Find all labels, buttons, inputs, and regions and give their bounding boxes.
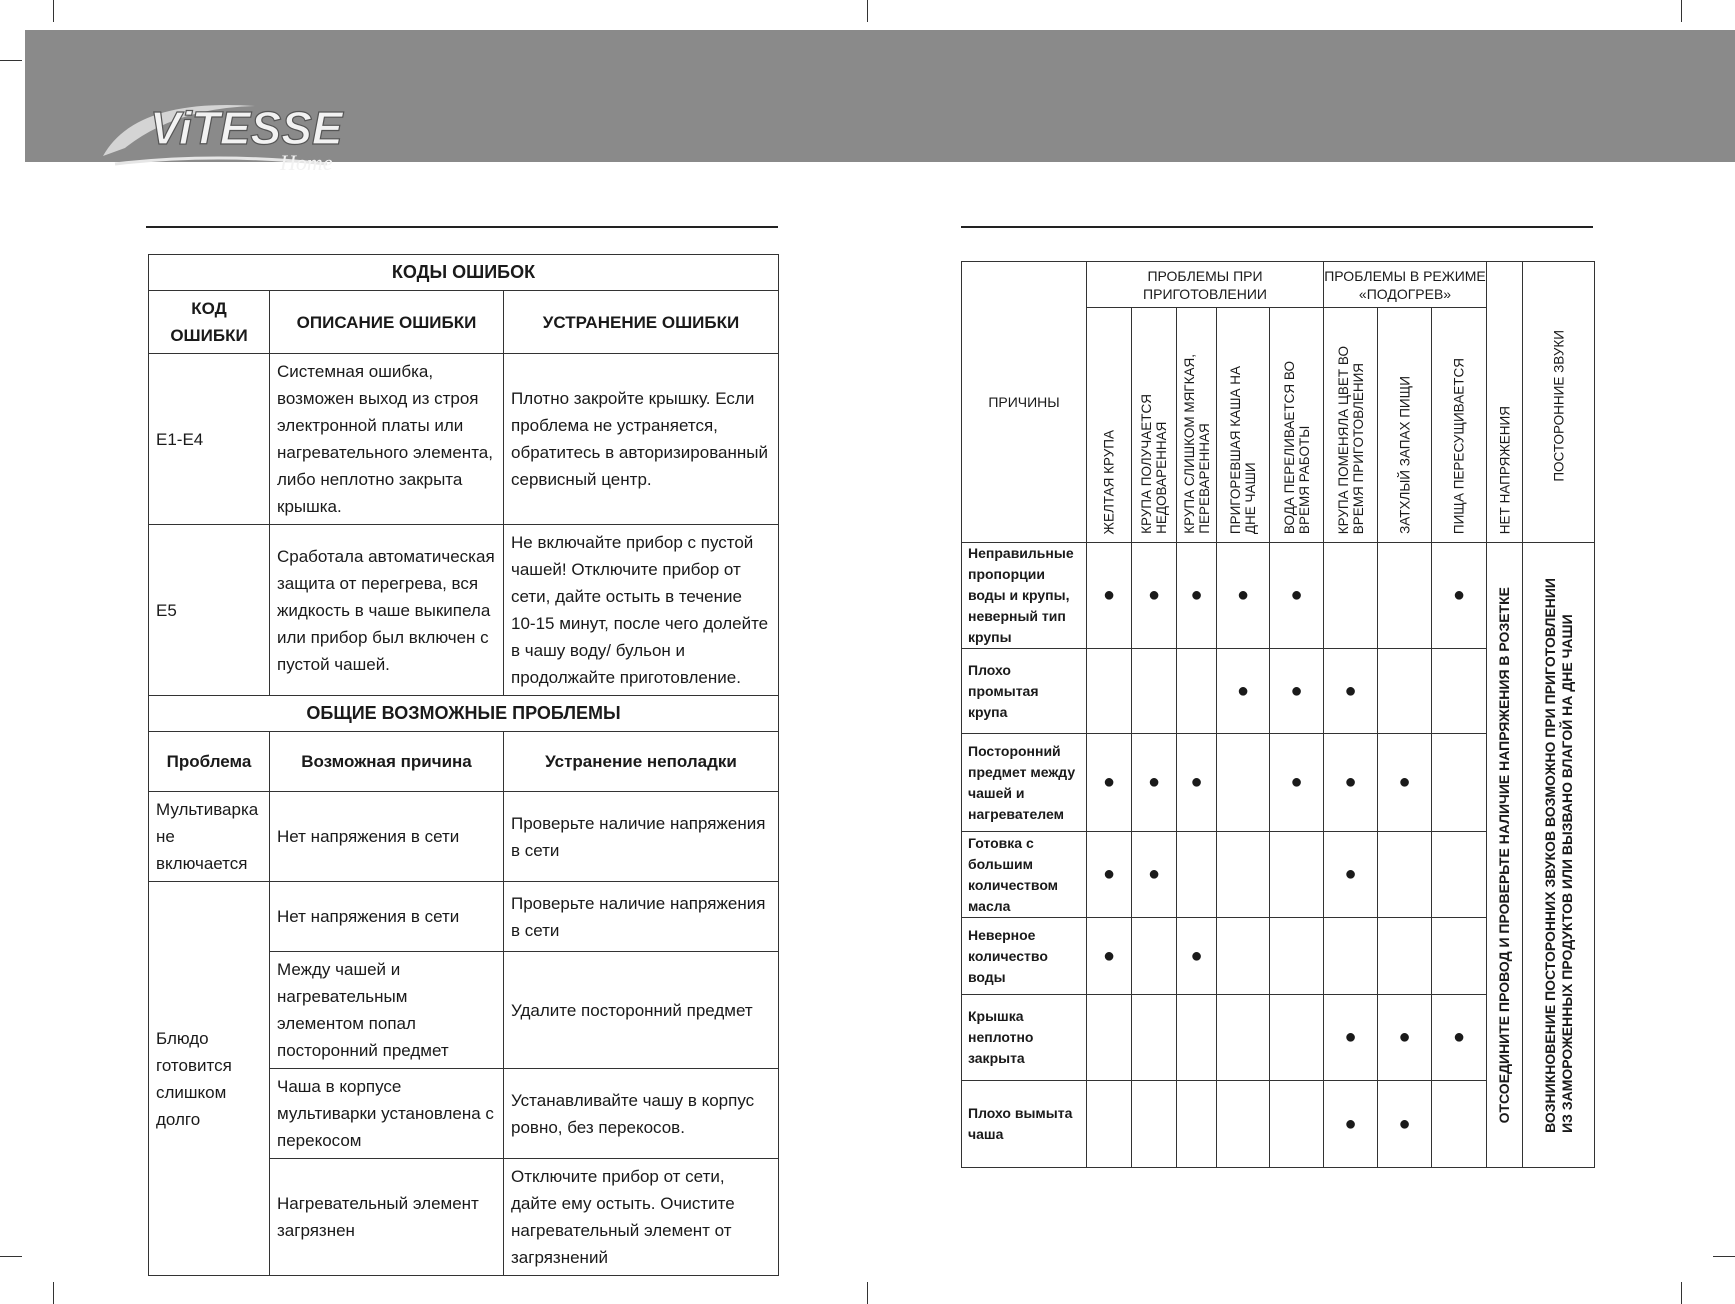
- header-cause: Возможная причина: [270, 732, 504, 792]
- fix-cell: Отключите прибор от сети, дайте ему остыть. Очистите нагревательный элемент от загрязнений: [504, 1159, 779, 1276]
- symptom-header: [1132, 308, 1177, 543]
- cause-cell: Нет напряжения в сети: [270, 792, 504, 882]
- mark-cell: [1132, 543, 1177, 649]
- error-fix-cell: Не включайте прибор с пустой чашей! Отключите прибор от сети, дайте остыть в течение 10-15 минут, после чего долейте в чашу воду/ бульон и продолжайте приготовление.: [504, 525, 779, 696]
- cause-label: Крышка неплотно закрыта: [962, 995, 1087, 1081]
- symptom-header: [1270, 308, 1324, 543]
- mark-cell: [1432, 649, 1487, 734]
- mark-dot: ●: [1344, 863, 1357, 885]
- mark-cell: [1324, 1081, 1378, 1168]
- mark-cell: [1132, 995, 1177, 1081]
- cause-label: Неправильные пропорции воды и крупы, неверный тип крупы: [962, 543, 1087, 649]
- mark-cell: [1177, 543, 1217, 649]
- mark-dot: ●: [1344, 679, 1357, 702]
- mark-cell: [1378, 995, 1432, 1081]
- symptom-header: [1378, 308, 1432, 543]
- mark-cell: [1087, 832, 1132, 918]
- problem-cell: Блюдо готовится слишком долго: [149, 882, 270, 1276]
- diagnostic-row: [962, 543, 1595, 649]
- mark-dot: ●: [1147, 863, 1161, 885]
- mark-cell: [1217, 649, 1270, 734]
- header-problem: Проблема: [149, 732, 270, 792]
- mark-cell: [1177, 995, 1217, 1081]
- symptom-header: [1324, 308, 1378, 543]
- mark-cell: [1087, 918, 1132, 995]
- header-band: [25, 30, 1735, 173]
- symptom-header: [1217, 308, 1270, 543]
- no-power-label: НЕТ НАПРЯЖЕНИЯ: [1497, 405, 1512, 534]
- mark-cell: [1378, 649, 1432, 734]
- group-cooking-header: ПРОБЛЕМЫ ПРИ ПРИГОТОВЛЕНИИ: [1087, 262, 1324, 308]
- no-power-advice-cell: [1487, 543, 1523, 1168]
- symptom-label: ВОДА ПЕРЕЛИВАЕТСЯ ВО ВРЕМЯ РАБОТЫ: [1281, 360, 1312, 534]
- noises-advice: ВОЗНИКНОВЕНИЕ ПОСТОРОННИХ ЗВУКОВ ВОЗМОЖНО ПРИ ПРИГОТОВЛЕНИИ ИЗ ЗАМОРОЖЕННЫХ ПРОДУКТОВ ИЛИ ВЫЗВАНО ВЛАГОЙ НА ДНЕ ЧАШИ: [1541, 577, 1575, 1133]
- crop-mark: [0, 1256, 22, 1257]
- symptom-label: ПРИГОРЕВШАЯ КАША НА ДНЕ ЧАШИ: [1228, 365, 1258, 534]
- mark-cell: [1087, 1081, 1132, 1168]
- crop-mark: [53, 0, 54, 22]
- mark-cell: [1432, 995, 1487, 1081]
- mark-cell: [1432, 1081, 1487, 1168]
- noises-label: ПОСТОРОННИЕ ЗВУКИ: [1551, 330, 1566, 482]
- header-solution: Устранение неполадки: [504, 732, 779, 792]
- mark-dot: ●: [1290, 584, 1303, 606]
- diagnostics-body: [962, 543, 1595, 1168]
- mark-dot: ●: [1452, 1026, 1466, 1048]
- crop-mark: [867, 1282, 868, 1304]
- cause-label: Посторонний предмет между чашей и нагревателем: [962, 734, 1087, 832]
- mark-cell: [1324, 543, 1378, 649]
- mark-cell: [1378, 918, 1432, 995]
- left-rule: [146, 226, 778, 228]
- mark-dot: ●: [1236, 679, 1250, 702]
- mark-dot: ●: [1147, 771, 1161, 793]
- mark-cell: [1378, 734, 1432, 832]
- symptom-header: [1177, 308, 1217, 543]
- mark-dot: ●: [1190, 944, 1203, 967]
- mark-cell: [1132, 649, 1177, 734]
- header-fix: УСТРАНЕНИЕ ОШИБКИ: [504, 291, 779, 354]
- mark-dot: ●: [1102, 584, 1116, 606]
- mark-cell: [1217, 1081, 1270, 1168]
- mark-dot: ●: [1190, 771, 1203, 793]
- crop-mark: [1681, 0, 1682, 22]
- mark-dot: ●: [1236, 584, 1250, 606]
- symptom-label: КРУПА ПОМЕНЯЛА ЦВЕТ ВО ВРЕМЯ ПРИГОТОВЛЕНИЯ: [1335, 345, 1366, 534]
- fix-cell: Устанавливайте чашу в корпус ровно, без перекосов.: [504, 1069, 779, 1159]
- mark-cell: [1270, 543, 1324, 649]
- mark-cell: [1177, 1081, 1217, 1168]
- error-code-cell: E5: [149, 525, 270, 696]
- error-codes-table: [148, 254, 779, 1276]
- mark-cell: [1324, 918, 1378, 995]
- error-fix-cell: Плотно закройте крышку. Если проблема не устраняется, обратитесь в авторизированный сервисный центр.: [504, 354, 779, 525]
- mark-cell: [1132, 832, 1177, 918]
- mark-cell: [1217, 734, 1270, 832]
- mark-cell: [1132, 734, 1177, 832]
- mark-cell: [1270, 918, 1324, 995]
- fix-cell: Удалите посторонний предмет: [504, 952, 779, 1069]
- mark-cell: [1217, 832, 1270, 918]
- mark-cell: [1087, 543, 1132, 649]
- crop-mark: [867, 0, 868, 22]
- crop-mark: [0, 60, 22, 61]
- mark-dot: ●: [1102, 771, 1116, 793]
- causes-header: ПРИЧИНЫ: [962, 262, 1087, 543]
- cause-label: Неверное количество воды: [962, 918, 1087, 995]
- error-codes-title: КОДЫ ОШИБОК: [149, 255, 779, 291]
- fix-cell: Проверьте наличие напряжения в сети: [504, 792, 779, 882]
- noises-advice-cell: [1523, 543, 1595, 1168]
- brand-name: ViTESSE: [150, 102, 343, 154]
- mark-cell: [1217, 543, 1270, 649]
- mark-cell: [1270, 1081, 1324, 1168]
- crop-mark: [1681, 1282, 1682, 1304]
- general-problems-title: ОБЩИЕ ВОЗМОЖНЫЕ ПРОБЛЕМЫ: [149, 696, 779, 732]
- symptom-label: КРУПА ПОЛУЧАЕТСЯ НЕДОВАРЕННАЯ: [1139, 394, 1169, 534]
- cause-cell: Между чашей и нагревательным элементом попал посторонний предмет: [270, 952, 504, 1069]
- cause-cell: Нагревательный элемент загрязнен: [270, 1159, 504, 1276]
- brand-sub: Home: [280, 150, 333, 173]
- crop-mark: [1713, 1256, 1735, 1257]
- mark-dot: ●: [1398, 771, 1411, 793]
- mark-dot: ●: [1344, 771, 1357, 793]
- mark-dot: ●: [1190, 584, 1203, 606]
- noises-header: [1523, 262, 1595, 543]
- cause-cell: Чаша в корпусе мультиварки установлена с перекосом: [270, 1069, 504, 1159]
- mark-cell: [1270, 995, 1324, 1081]
- group-warming-header: ПРОБЛЕМЫ В РЕЖИМЕ «ПОДОГРЕВ»: [1324, 262, 1487, 308]
- header-code: КОД ОШИБКИ: [149, 291, 270, 354]
- cause-cell: Нет напряжения в сети: [270, 882, 504, 952]
- right-rule: [961, 226, 1593, 228]
- mark-dot: ●: [1290, 679, 1303, 702]
- mark-dot: ●: [1102, 863, 1116, 885]
- brand-logo: [95, 78, 365, 173]
- mark-cell: [1177, 918, 1217, 995]
- mark-cell: [1132, 1081, 1177, 1168]
- mark-cell: [1432, 918, 1487, 995]
- crop-mark: [53, 1282, 54, 1304]
- no-power-header: [1487, 262, 1523, 543]
- diagnostics-table: [961, 261, 1595, 1168]
- mark-cell: [1324, 995, 1378, 1081]
- mark-dot: ●: [1452, 584, 1466, 606]
- mark-cell: [1324, 734, 1378, 832]
- mark-cell: [1217, 918, 1270, 995]
- mark-dot: ●: [1344, 1026, 1357, 1048]
- cause-label: Плохо промытая крупа: [962, 649, 1087, 734]
- mark-cell: [1177, 832, 1217, 918]
- mark-cell: [1270, 649, 1324, 734]
- mark-dot: ●: [1398, 1026, 1411, 1048]
- symptom-label: ПИЩА ПЕРЕСУЩИВАЕТСЯ: [1451, 357, 1467, 534]
- mark-cell: [1217, 995, 1270, 1081]
- symptom-header: [1087, 308, 1132, 543]
- mark-dot: ●: [1344, 1112, 1357, 1135]
- mark-cell: [1324, 649, 1378, 734]
- symptom-label: КРУПА СЛИШКОМ МЯГКАЯ, ПЕРЕВАРЕННАЯ: [1181, 354, 1212, 534]
- mark-cell: [1432, 832, 1487, 918]
- mark-cell: [1270, 734, 1324, 832]
- problem-cell: Мультиварка не включается: [149, 792, 270, 882]
- mark-cell: [1177, 734, 1217, 832]
- mark-dot: ●: [1398, 1112, 1411, 1135]
- symptom-label: ЗАТХЛЫЙ ЗАПАХ ПИЩИ: [1397, 376, 1412, 534]
- mark-dot: ●: [1102, 944, 1116, 967]
- mark-cell: [1270, 832, 1324, 918]
- mark-cell: [1087, 995, 1132, 1081]
- mark-cell: [1087, 649, 1132, 734]
- symptom-label: ЖЕЛТАЯ КРУПА: [1101, 429, 1117, 534]
- mark-cell: [1177, 649, 1217, 734]
- error-description-cell: Системная ошибка, возможен выход из строя электронной платы или нагревательного элемента, либо неплотно закрыта крышка.: [270, 354, 504, 525]
- fix-cell: Проверьте наличие напряжения в сети: [504, 882, 779, 952]
- cause-label: Плохо вымыта чаша: [962, 1081, 1087, 1168]
- mark-cell: [1132, 918, 1177, 995]
- no-power-advice: ОТСОЕДИНИТЕ ПРОВОД И ПРОВЕРЬТЕ НАЛИЧИЕ НАПРЯЖЕНИЯ В РОЗЕТКЕ: [1496, 586, 1512, 1124]
- cause-label: Готовка с большим количеством масла: [962, 832, 1087, 918]
- mark-cell: [1378, 832, 1432, 918]
- mark-dot: ●: [1147, 584, 1161, 606]
- header-description: ОПИСАНИЕ ОШИБКИ: [270, 291, 504, 354]
- mark-cell: [1432, 734, 1487, 832]
- symptom-header: [1432, 308, 1487, 543]
- mark-dot: ●: [1290, 771, 1303, 793]
- error-description-cell: Сработала автоматическая защита от перегрева, вся жидкость в чаше выкипела или прибор был включен с пустой чашей.: [270, 525, 504, 696]
- mark-cell: [1087, 734, 1132, 832]
- mark-cell: [1432, 543, 1487, 649]
- mark-cell: [1324, 832, 1378, 918]
- mark-cell: [1378, 543, 1432, 649]
- error-code-cell: E1-E4: [149, 354, 270, 525]
- mark-cell: [1378, 1081, 1432, 1168]
